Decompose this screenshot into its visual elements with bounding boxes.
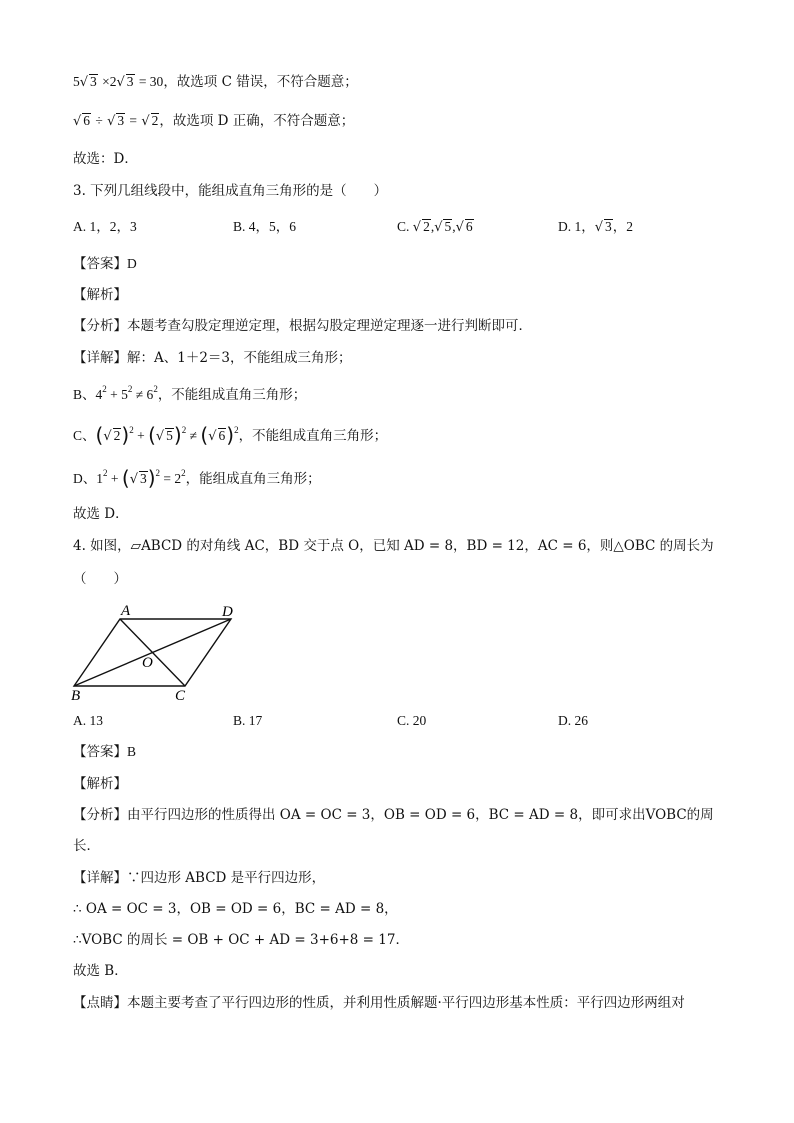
question-3-stem: 3. 下列几组线段中，能组成直角三角形的是（ ） — [73, 183, 388, 199]
q4-fenxi: 【分析】由平行四边形的性质得出 OA = OC = 3，OB = OD = 6，BC = AD = 8，即可求出VOBC的周 — [73, 807, 714, 823]
label-d: D — [222, 604, 233, 620]
q4-paren: （ ） — [73, 571, 127, 587]
question-4-stem: 4. 如图，▱ABCD 的对角线 AC，BD 交于点 O，已知 AD = 8，BD = 12，AC = 6，则△OBC 的周长为 — [73, 538, 714, 554]
q3-xiangjie: 【详解】解：A、1＋2＝3，不能组成三角形； — [73, 350, 352, 366]
q4-fenxi-cont: 长． — [73, 838, 100, 854]
q4-xiangjie-3: ∴VOBC 的周长 = OB + OC + AD = 3+6+8 = 17． — [73, 932, 409, 948]
q3-option-b: B. 4，5，6 — [233, 219, 297, 234]
q4-option-b: B. 17 — [233, 713, 263, 728]
q3-detail-d: D、$1^2$ + (√ $3)^2 = 2^2$，能组成直角三角形； — [73, 466, 321, 490]
q3-detail-c: C、(√ 2)$^2$ + (√ 5)$^2$ ≠ (√ 6)$^2$，不能组成直角三角形； — [73, 423, 388, 447]
parallelogram-figure — [64, 600, 254, 705]
label-b: B — [71, 688, 81, 704]
q4-option-d: D. 26 — [558, 713, 588, 728]
parallelogram-icon: ▱ — [130, 538, 142, 554]
q4-dianjing: 【点睛】本题主要考查了平行四边形的性质，并利用性质解题·平行四边形基本性质：平行四边形两组对 — [73, 995, 685, 1011]
because-icon: ∵ — [127, 870, 141, 886]
choice-line: 故选：D． — [73, 151, 138, 167]
solution-line-c: 5√ 3 ×2√ 3 = 30，故选项 C 错误，不符合题意； — [73, 74, 358, 90]
q4-analysis-tag: 【解析】 — [73, 776, 127, 792]
q4-xiangjie-2: ∴ OA = OC = 3，OB = OD = 6，BC = AD = 8， — [73, 901, 398, 917]
q3-analysis-tag: 【解析】 — [73, 287, 127, 303]
label-a: A — [121, 603, 131, 619]
q3-option-c: C. √ 2,√ 5,√ 6 — [397, 219, 473, 235]
q3-answer: 【答案】D — [73, 256, 137, 272]
q3-fenxi: 【分析】本题考查勾股定理逆定理，根据勾股定理逆定理逐一进行判断即可． — [73, 318, 532, 334]
q4-xiangjie: 【详解】∵四边形 ABCD 是平行四边形， — [73, 870, 326, 886]
q3-option-d: D. 1，√ 3，2 — [558, 219, 634, 235]
solution-line-d: √ 6 ÷ √ 3 = √ 2，故选项 D 正确，不符合题意； — [73, 113, 355, 129]
q3-option-a: A. 1，2，3 — [73, 219, 137, 234]
q4-option-a: A. 13 — [73, 713, 103, 728]
label-c: C — [175, 688, 186, 704]
q4-end: 故选 B． — [73, 963, 128, 979]
q4-answer: 【答案】B — [73, 744, 137, 760]
q3-detail-b: B、$4^2 + 5^2 \ne 6^2$，不能组成直角三角形； — [73, 384, 307, 402]
label-o: O — [142, 655, 153, 671]
q3-end: 故选 D． — [73, 506, 129, 522]
q4-option-c: C. 20 — [397, 713, 427, 728]
